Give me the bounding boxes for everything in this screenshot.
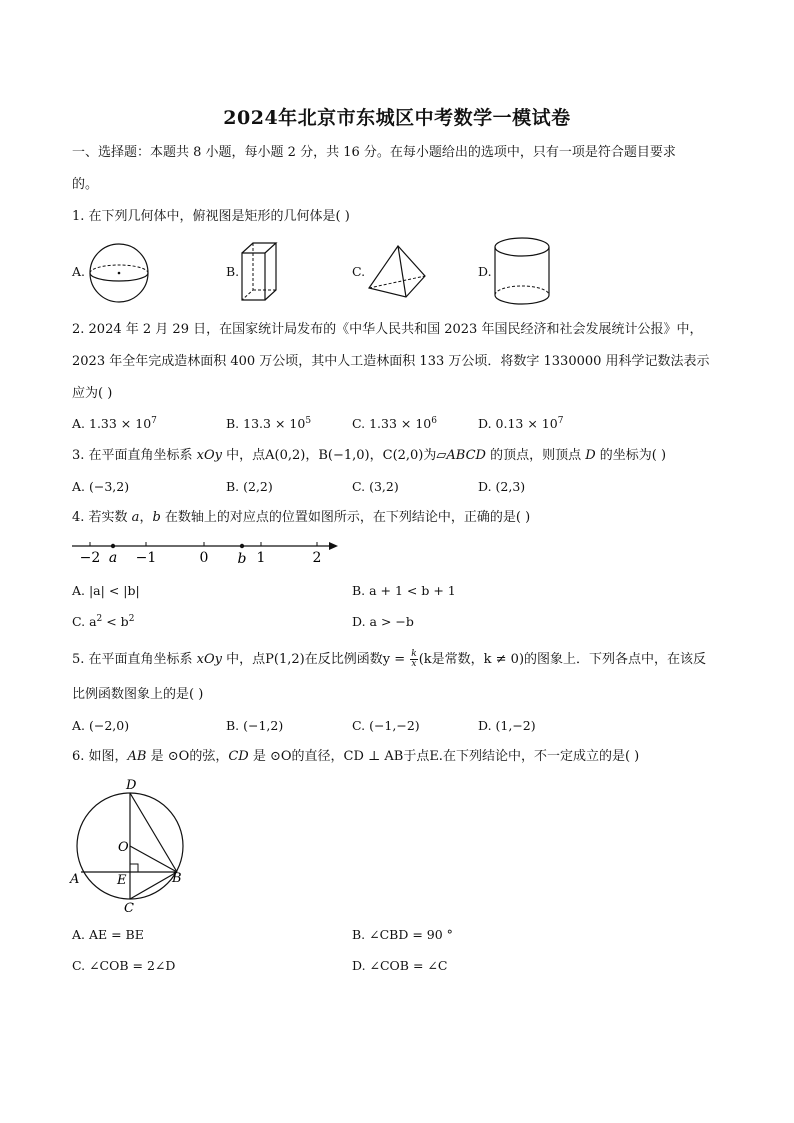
section-instructions-line1: 一、选择题：本题共 8 小题，每小题 2 分，共 16 分。在每小题给出的选项中，只有一项是符合题目要求 (72, 145, 676, 160)
sphere-icon (86, 243, 152, 303)
q2-option-d: D. $0.13 \times 10^7$ (478, 415, 564, 431)
q6-stem: 6. 如图，AB 是 ⊙O的弦，CD 是 ⊙O的直径，CD ⊥ AB于点E.在下列结论中，不一定成立的是( ) (72, 749, 640, 764)
segment-db (130, 793, 177, 872)
q6-option-d: D. ∠COB = ∠C (352, 958, 448, 973)
tetrahedron-icon (366, 244, 428, 300)
q5-stem-line2: 比例函数图象上的是( ) (72, 687, 204, 702)
q3-option-d: D. (2,3) (478, 479, 526, 494)
q1-option-b-label: B. (226, 264, 240, 279)
label-e: E (117, 873, 127, 888)
segment-cb (130, 872, 177, 899)
q6-option-c: C. ∠COB = 2∠D (72, 958, 176, 973)
section-instructions-line2: 的。 (72, 177, 99, 192)
axis-label-2: 2 (312, 550, 322, 566)
q1-option-c-label: C. (352, 264, 366, 279)
q1-stem: 1. 在下列几何体中，俯视图是矩形的几何体是( ) (72, 209, 350, 224)
q3-option-a: A. (−3,2) (72, 479, 130, 494)
q2-stem-line2: 2023 年全年完成造林面积 400 万公顷，其中人工造林面积 133 万公顷．将数字 1330000 用科学记数法表示 (72, 354, 710, 369)
axis-label-0: 0 (199, 550, 209, 566)
q4-option-d: D. a > −b (352, 614, 414, 629)
axis-label-a: a (108, 550, 118, 566)
q2-stem-line1: 2. 2024 年 2 月 29 日，在国家统计局发布的《中华人民共和国 2023 年国民经济和社会发展统计公报》中， (72, 322, 703, 337)
number-line-figure (68, 536, 344, 568)
q5-option-b: B. (−1,2) (226, 718, 284, 733)
point-a (111, 544, 115, 548)
q6-option-a: A. AE = BE (72, 927, 144, 942)
q5-option-a: A. (−2,0) (72, 718, 130, 733)
q4-option-c: C. $a^2 < b^2$ (72, 613, 135, 629)
q3-option-b: B. (2,2) (226, 479, 273, 494)
q3-stem: 3. 在平面直角坐标系 xOy 中，点A(0,2)，B(−1,0)，C(2,0)为▱ABCD 的顶点，则顶点 D 的坐标为( ) (72, 448, 667, 463)
fraction-k-over-x: $\frac{k}{x}$ (411, 649, 417, 669)
cuboid-icon (238, 240, 282, 304)
axis-label-1: 1 (256, 550, 266, 566)
q2-option-b: B. $13.3 \times 10^5$ (226, 415, 312, 431)
q5-stem-line1: 5. 在平面直角坐标系 xOy 中，点P(1,2)在反比例函数y = $\frac{k}{x}$ (k是常数，k ≠ 0)的图象上．下列各点中，在该反 (72, 649, 707, 669)
q2-option-c: C. $1.33 \times 10^6$ (352, 415, 437, 431)
q5-option-d: D. (1,−2) (478, 718, 536, 733)
q4-option-a: A. |a| < |b| (72, 583, 140, 598)
point-b (240, 544, 244, 548)
q6-option-b: B. ∠CBD = 90 ° (352, 927, 453, 942)
circle-geometry-figure (66, 776, 196, 916)
q5-option-c: C. (−1,−2) (352, 718, 420, 733)
page-title: 2024年北京市东城区中考数学一模试卷 (223, 107, 571, 129)
cylinder-icon (492, 235, 552, 307)
number-line-arrow (329, 542, 338, 550)
label-b: B (172, 871, 182, 886)
label-a: A (70, 872, 80, 887)
q2-stem-line3: 应为( ) (72, 386, 113, 401)
q2-option-a: A. $1.33 \times 10^7$ (72, 415, 157, 431)
axis-label-b: b (237, 551, 247, 567)
q4-option-b: B. a + 1 < b + 1 (352, 583, 456, 598)
q1-option-a-label: A. (72, 264, 86, 279)
q3-option-c: C. (3,2) (352, 479, 399, 494)
label-c: C (124, 901, 134, 916)
label-o: O (118, 840, 129, 855)
label-d: D (126, 778, 137, 793)
q4-stem: 4. 若实数 a，b 在数轴上的对应点的位置如图所示，在下列结论中，正确的是( ) (72, 510, 531, 525)
q1-option-d-label: D. (478, 264, 492, 279)
right-angle-mark (130, 864, 138, 872)
axis-label-neg1: −1 (135, 550, 157, 566)
axis-label-neg2: −2 (79, 550, 101, 566)
